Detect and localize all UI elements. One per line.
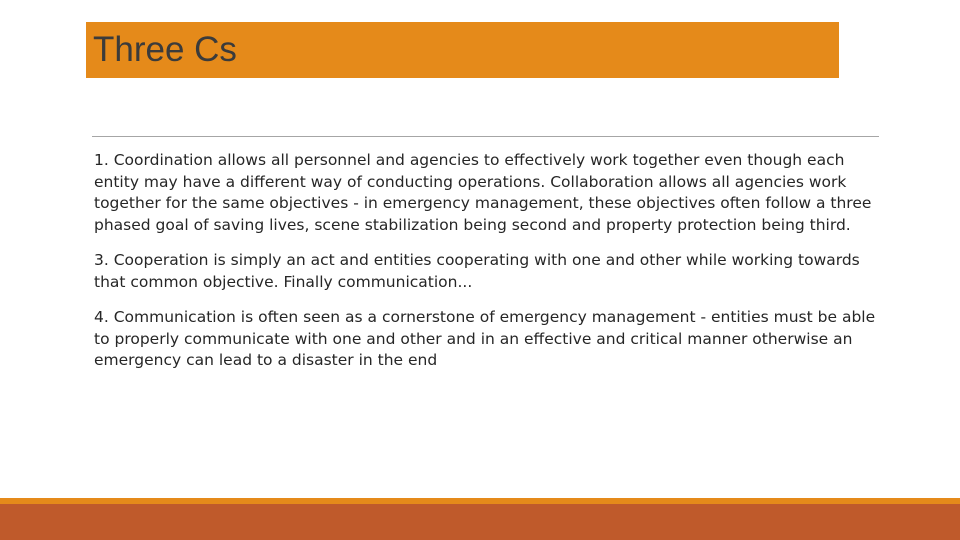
slide-body (94, 150, 884, 386)
title-banner (86, 22, 839, 78)
footer-stripe (0, 498, 960, 504)
paragraph-cooperation: 3. Cooperation is simply an act and entities cooperating with one and other while working towards that common objective. Finally communication... (94, 251, 860, 291)
paragraph-coordination: 1. Coordination allows all personnel and agencies to effectively work together even though each entity may have a different way of conducting operations. Collaboration allows all agencies work together for the same objectives - in emergency management, these objectives often follow a three phased goal of saving lives, scene stabilization being second and property protection being third. (94, 151, 872, 234)
footer-bar (0, 498, 960, 540)
slide-title: Three Cs (93, 30, 237, 69)
paragraph-communication: 4. Communication is often seen as a cornerstone of emergency management - entities must be able to properly communicate with one and other and in an effective and critical manner otherwise an emergency can lead to a disaster in the end (94, 308, 876, 369)
title-divider (92, 136, 879, 137)
